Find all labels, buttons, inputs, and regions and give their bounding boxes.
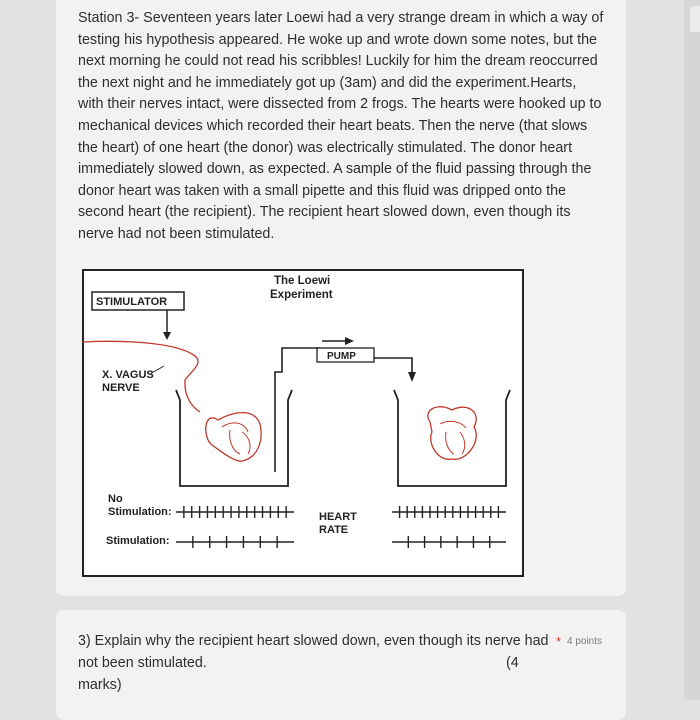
diagram-title-line2: Experiment xyxy=(270,289,333,301)
passage-line: testing his hypothesis appeared. He woke up and wrote down some notes, but the xyxy=(78,31,597,48)
heart-rate-label-line1: HEART xyxy=(319,511,357,523)
passage-line: donor heart was taken with a small pipette and this fluid was dripped onto the xyxy=(78,182,566,199)
stim-label: Stimulation: xyxy=(106,535,170,547)
page-edge xyxy=(684,0,700,700)
station-passage xyxy=(78,8,618,246)
question-text xyxy=(78,630,548,696)
passage-line: next morning he could not read his scribbles! Luckily for him the dream reoccurred xyxy=(78,53,598,70)
passage-line: nerve had not been stimulated. xyxy=(78,225,275,242)
passage-line: with their nerves intact, were dissected from 2 frogs. The hearts were hooked up to xyxy=(78,96,602,113)
heart-rate-label-line2: RATE xyxy=(319,524,349,536)
required-asterisk: * xyxy=(556,634,562,649)
stimulator-label: STIMULATOR xyxy=(96,296,168,308)
passage-line: mechanical devices which recorded their heart beats. Then the nerve (that slows xyxy=(78,117,588,134)
marks-open: (4 xyxy=(506,655,519,671)
scroll-thumb[interactable] xyxy=(690,6,700,32)
passage-line: immediately slowed down, as expected. A sample of the fluid passing through the xyxy=(78,161,592,178)
diagram-frame xyxy=(83,270,523,576)
question-line xyxy=(78,652,548,674)
question-line: marks) xyxy=(78,677,122,693)
passage-line: the heart) of one heart (the donor) was electrically stimulated. The donor heart xyxy=(78,139,573,156)
passage-line: the next night and he immediately got up (3am) and did the experiment.Hearts, xyxy=(78,74,577,91)
question-line-text: not been stimulated. xyxy=(78,655,207,671)
no-stim-label-line2: Stimulation: xyxy=(108,506,172,518)
diagram-title-line1: The Loewi xyxy=(274,275,331,287)
loewi-experiment-diagram xyxy=(82,262,527,577)
no-stim-label-line1: No xyxy=(108,493,123,505)
nerve-label-line2: NERVE xyxy=(102,382,140,394)
points-badge: 4 points xyxy=(567,636,603,647)
passage-line: second heart (the recipient). The recipient heart slowed down, even though its xyxy=(78,204,571,221)
question-line: 3) Explain why the recipient heart slowed down, even though its nerve had xyxy=(78,633,549,649)
nerve-label-line1: X. VAGUS xyxy=(102,369,154,381)
passage-line: Station 3- Seventeen years later Loewi had a very strange dream in which a way of xyxy=(78,10,604,26)
pump-label: PUMP xyxy=(327,351,356,362)
